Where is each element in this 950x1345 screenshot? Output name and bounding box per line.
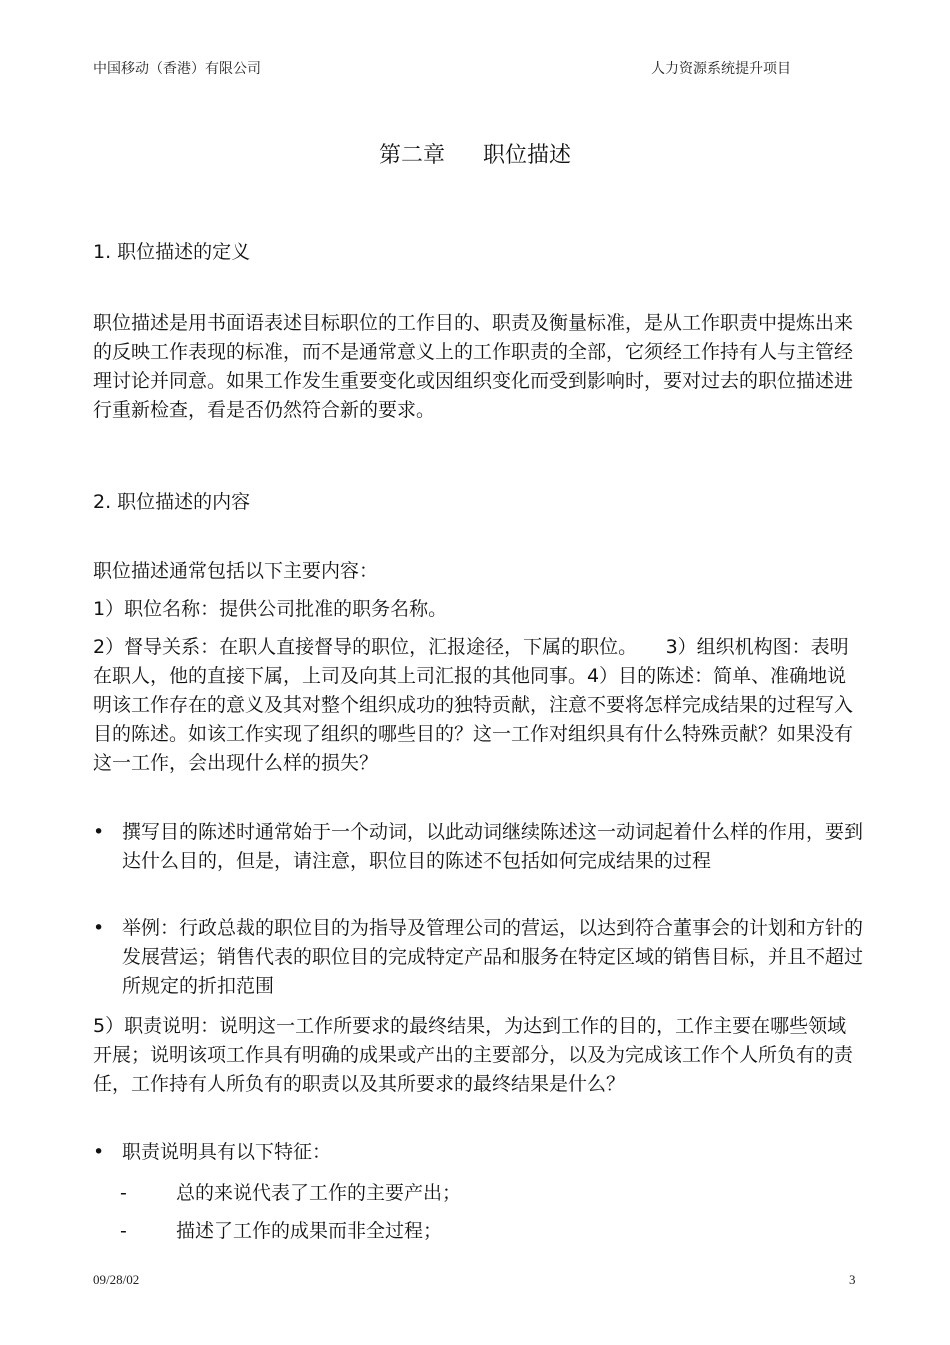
bullet-marker: • [93, 1141, 105, 1163]
items-supervision-org-purpose: 2）督导关系：在职人直接督导的职位，汇报途径，下属的职位。 3）组织机构图：表明在职人，他的直接下属，上司及向其上司汇报的其他同事。4）目的陈述：简单、准确地说明该工作存在的意义及其对整个组织成功的独特贡献，注意不要将怎样完成结果的过程写入目的陈述。如该工作实现了组织的哪些目的？这一工作对组织具有什么特殊贡献？如果没有这一工作，会出现什么样的损失？ [93, 636, 854, 774]
chapter-title [0, 138, 950, 169]
bullet-marker: • [93, 917, 105, 939]
definition-paragraph: 职位描述是用书面语表述目标职位的工作目的、职责及衡量标准，是从工作职责中提炼出来的反映工作表现的标准，而不是通常意义上的工作职责的全部，它须经工作持有人与主管经理讨论并同意。如果工作发生重要变化或因组织变化而受到影响时，要对过去的职位描述进行重新检查，看是否仍然符合新的要求。 [93, 312, 854, 421]
chapter-name: 职位描述 [483, 143, 572, 168]
bullet-purpose-writing [93, 818, 863, 876]
header-company: 中国移动（香港）有限公司 [93, 61, 261, 77]
content-intro: 职位描述通常包括以下主要内容： [93, 560, 379, 582]
bullet-purpose-example [93, 914, 863, 1001]
footer-page-number: 3 [849, 1272, 856, 1287]
dash-item-text: 描述了工作的成果而非全过程； [176, 1220, 443, 1242]
dash-item-results [120, 1216, 442, 1243]
bullet-text: 职责说明具有以下特征： [122, 1141, 332, 1163]
item-responsibilities: 5）职责说明：说明这一工作所要求的最终结果，为达到工作的目的，工作主要在哪些领域开展；说明该项工作具有明确的成果或产出的主要部分，以及为完成该工作个人所负有的责任，工作持有人所负有的职责以及其所要求的最终结果是什么？ [93, 1015, 854, 1095]
section-heading-definition: 1. 职位描述的定义 [93, 241, 251, 263]
dash-item-text: 总的来说代表了工作的主要产出； [176, 1182, 462, 1204]
bullet-text: 撰写目的陈述时通常始于一个动词，以此动词继续陈述这一动词起着什么样的作用，要到达什么目的，但是，请注意，职位目的陈述不包括如何完成结果的过程 [122, 821, 864, 872]
footer-date: 09/28/02 [93, 1272, 140, 1287]
dash-marker: - [120, 1220, 127, 1242]
dash-item-main-output [120, 1178, 461, 1205]
item-position-name: 1）职位名称：提供公司批准的职务名称。 [93, 598, 448, 620]
header-project: 人力资源系统提升项目 [651, 61, 791, 77]
bullet-features [93, 1138, 863, 1167]
bullet-marker: • [93, 821, 105, 843]
section-heading-content: 2. 职位描述的内容 [93, 491, 251, 513]
dash-marker: - [120, 1182, 127, 1204]
chapter-number: 第二章 [378, 143, 445, 168]
bullet-text: 举例：行政总裁的职位目的为指导及管理公司的营运，以达到符合董事会的计划和方针的发展营运；销售代表的职位目的完成特定产品和服务在特定区域的销售目标，并且不超过所规定的折扣范围 [122, 917, 864, 997]
